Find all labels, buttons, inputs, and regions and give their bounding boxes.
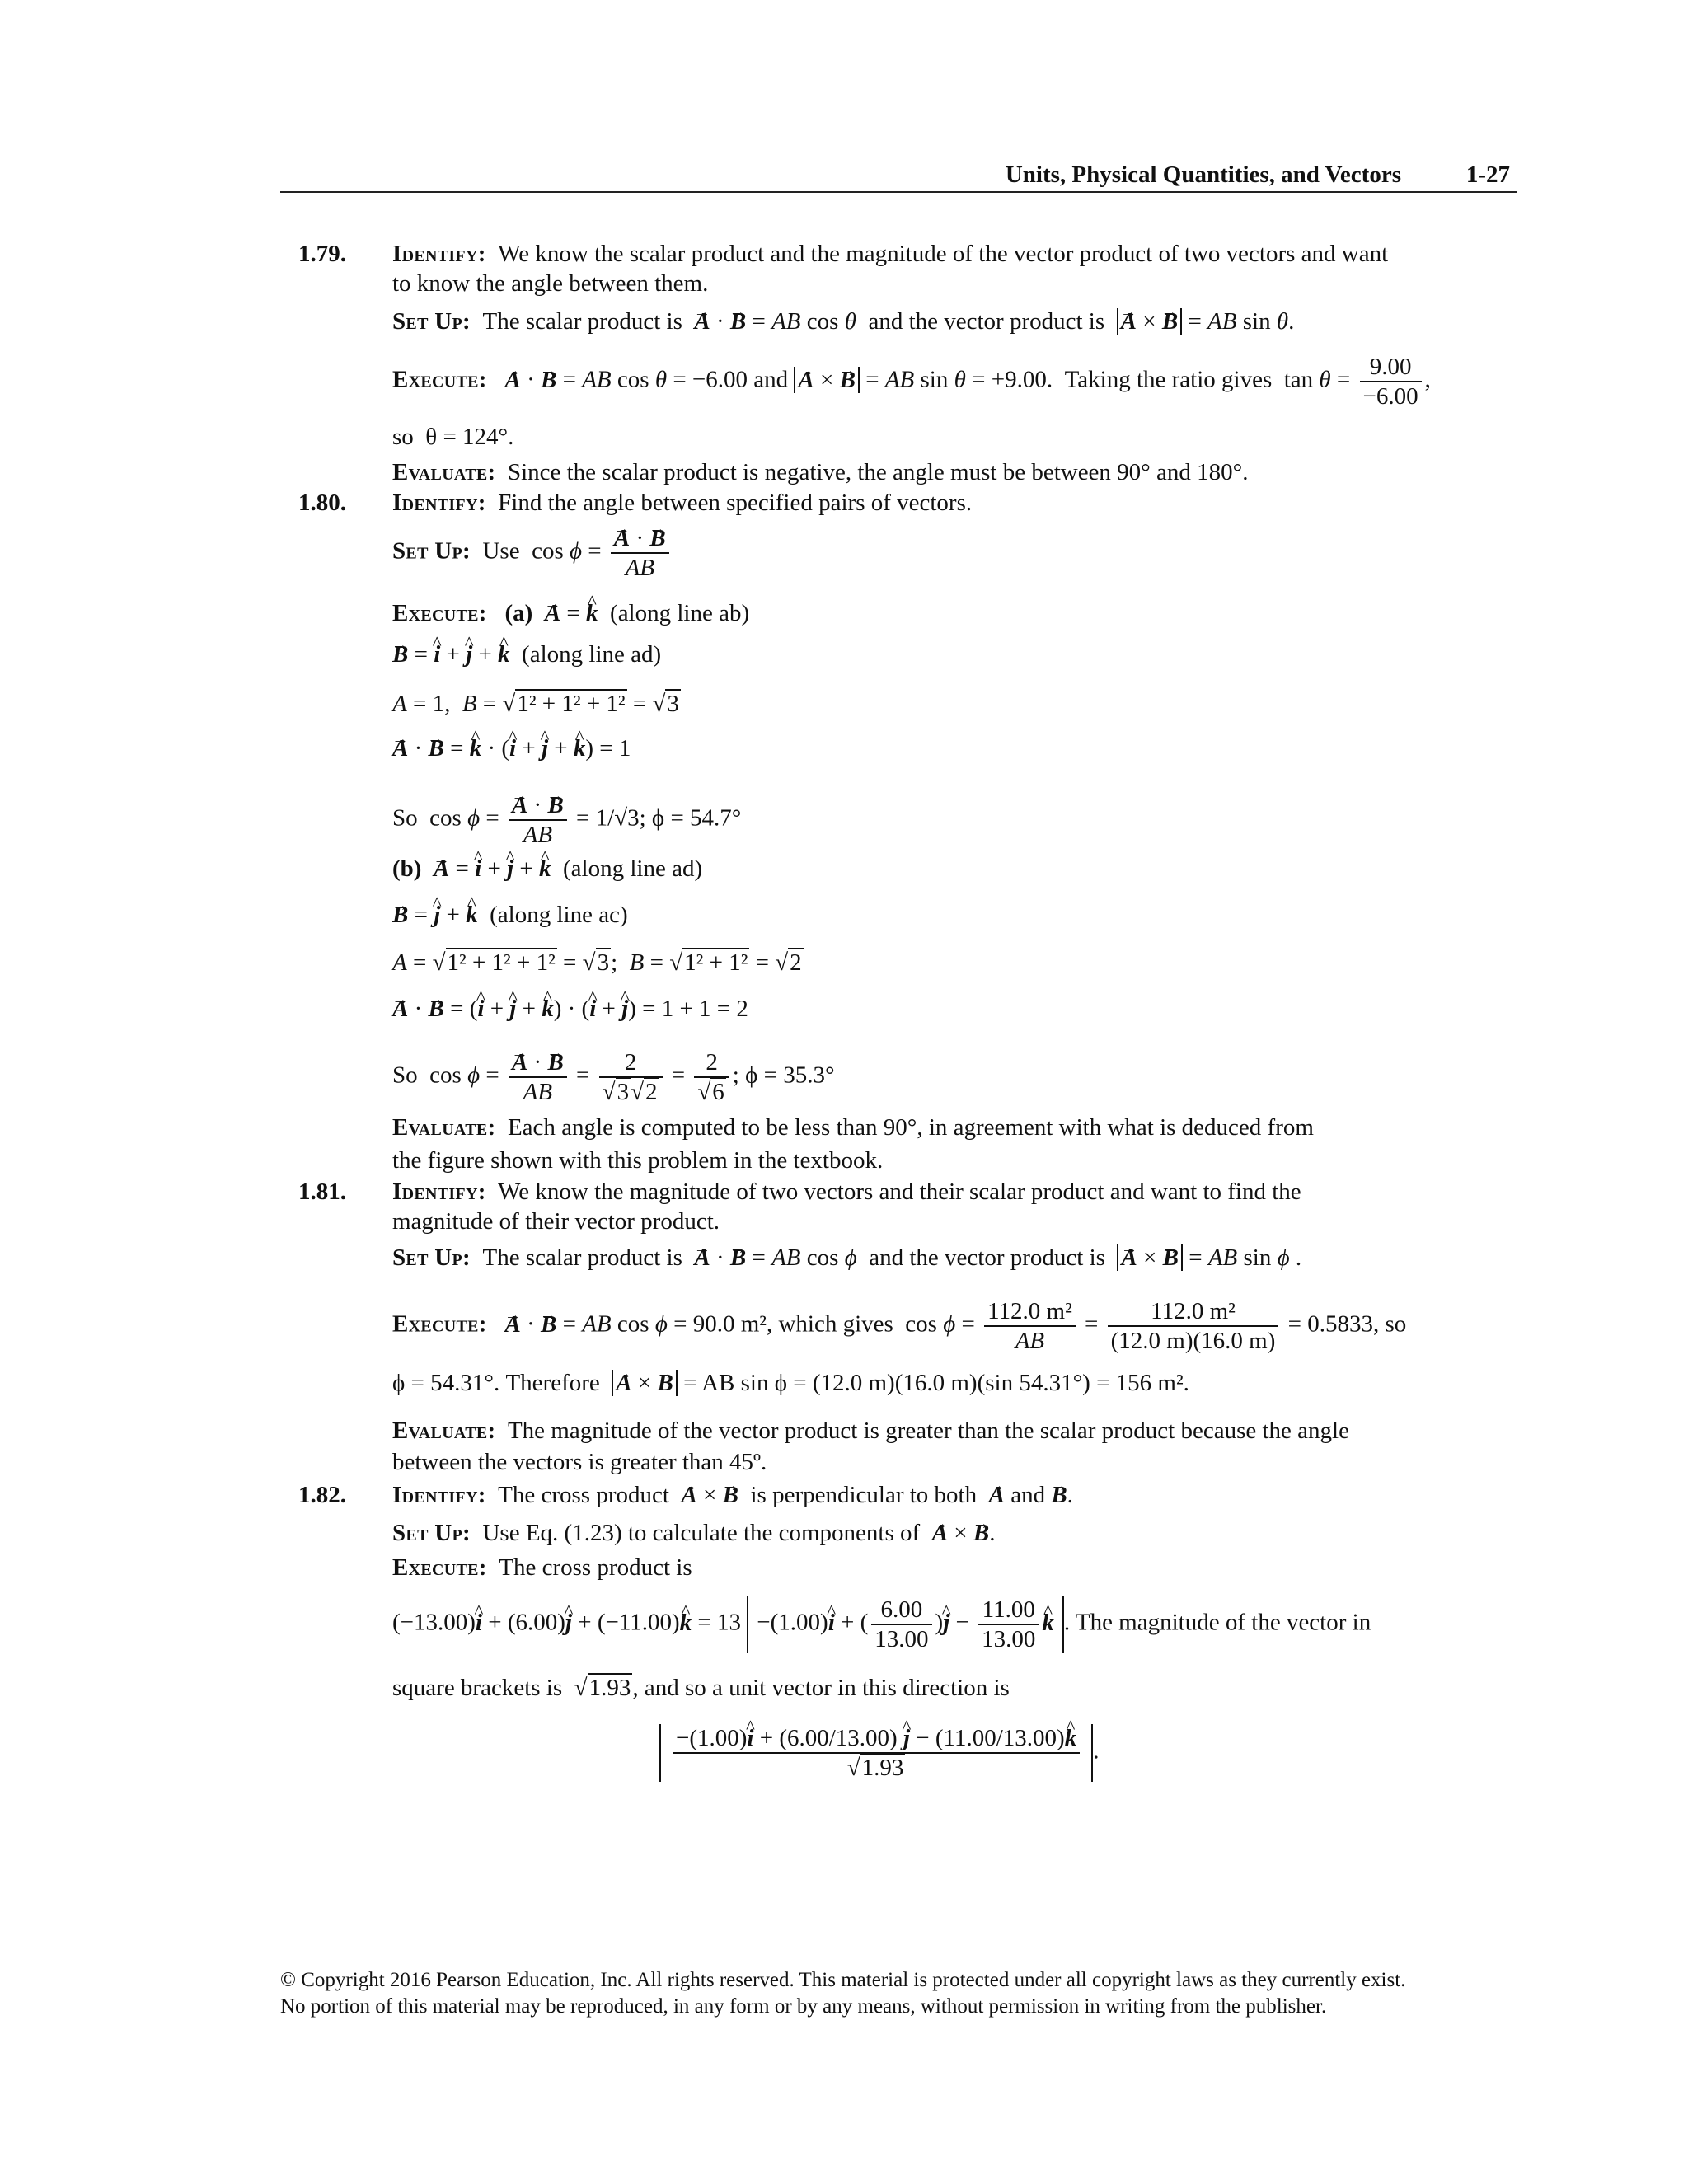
setup-text: Use Eq. (1.23) to calculate the components of [482,1520,921,1546]
result-text: ; ϕ = 35.3° [732,1062,835,1089]
evaluate-label: Evaluate: [392,1114,496,1141]
execute-line: Execute: → A · → B = AB cos θ = −6.00 and → A × → B = AB sin θ = +9.00. Taking the ratio gives tan θ = $\frac{9.00}{-6.00}$ , [392,353,1431,410]
identify-line [392,488,972,518]
equation-line: A = 1, B = √1² + 1² + 1² = √3 [392,691,679,717]
problem-number: 1.80. [298,490,346,516]
evaluate-text: Since the scalar product is negative, the angle must be between 90° and 180°. [507,459,1249,485]
ratio-fraction: $\frac{9.00}{-6.00}$ [1360,353,1422,410]
evaluate-line-2: between the vectors is greater than 45º. [392,1449,767,1475]
equation-line: → A · → B = ^ k · (^ i + ^ j + ^ k) = 1 [392,733,631,763]
identify-line-2: to know the angle between them. [392,270,709,297]
equation-line: So cos ϕ = → $\frac{A \cdot \to B}{AB}$ = $\frac{2}{√3√2}$ = $\frac{2}{√6}$ ; ϕ = 35.3° [392,1048,835,1106]
execute-text: Taking the ratio gives [1064,366,1273,393]
setup-text-2: and the vector product is [868,308,1105,335]
theta-value: θ = 124°. [425,424,514,450]
execute-text: = 90.0 m², which gives [673,1310,893,1338]
equation-line: A = √1² + 1² + 1² = √3; B = √1² + 1² = √2 [392,949,802,976]
identify-text: We know the scalar product and the magnitude of the vector product of two vectors and want [498,241,1389,267]
cross-product-line: (−13.00)^ i + (6.00)^ j + (−11.00)^ k = 13 −(1.00)^ i + ( $\frac{6.00}{13.00}$ )^ j − $\frac{11.00}{13.00}$ ^ k . The magnitude of the vector in [392,1596,1371,1653]
result-text: = 1/√3; ϕ = 54.7° [576,804,742,832]
evaluate-label: Evaluate: [392,1418,496,1444]
setup-line: Set Up: The scalar product is → A · → B = AB cos ϕ and the vector product is → A × → B = AB sin ϕ . [392,1243,1301,1272]
setup-text: Use [482,537,520,565]
evaluate-line [392,1416,1349,1446]
setup-line: Set Up: The scalar product is → A · → B = AB cos θ and the vector product is → A × → B = AB sin θ. [392,307,1294,336]
phi-result: = AB sin ϕ = (12.0 m)(16.0 m)(sin 54.31°) = 156 m². [683,1370,1189,1396]
setup-label: Set Up: [392,308,471,335]
identify-label: Identify: [392,1482,486,1508]
problem-number: 1.81. [298,1179,346,1205]
so-text: so [392,424,414,450]
identify-line-2: magnitude of their vector product. [392,1208,720,1235]
along-text: (along line ad) [563,855,703,882]
execute-line: Execute: → A · → B = AB cos ϕ = 90.0 m², which gives cos ϕ = $\frac{\text{112.0 m²}}{AB}$ = $\frac{\text{112.0 m²}}{(12.0 m)(16.0 m)}$ = 0.5833, so [392,1297,1406,1355]
execute-label: Execute: [392,1554,487,1581]
equation-line: → B = ^ j + ^ k (along line ac) [392,900,628,930]
identify-line [392,239,1388,269]
vector-b: → B [730,307,746,336]
execute-label: Execute: [392,600,487,626]
evaluate-line-2: the figure shown with this problem in the textbook. [392,1147,884,1174]
along-text: (along line ab) [610,600,750,626]
execute-text: The cross product is [499,1554,692,1581]
square-text: square brackets is [392,1675,563,1701]
copyright-line-2: No portion of this material may be reproduced, in any form or by any means, without permission in writing from the publisher. [280,1995,1327,2018]
setup-line: Set Up: Use Eq. (1.23) to calculate the components of → A × → B. [392,1518,995,1548]
cos-fraction: → $\frac{A \cdot \to B}{AB}$ [509,791,567,849]
identify-and: and [1010,1482,1046,1508]
evaluate-text: Each angle is computed to be less than 90°, in agreement with what is deduced from [507,1114,1314,1141]
evaluate-line [392,457,1249,487]
equation-line: → B = ^ i + ^ j + ^ k (along line ad) [392,640,661,669]
copyright-line-1: © Copyright 2016 Pearson Education, Inc. All rights reserved. This material is protected under all copyright laws as they currently exist. [280,1969,1406,1991]
setup-line: Set Up: Use cos ϕ = → $\frac{A \cdot \to B}{AB}$ [392,524,673,582]
chapter-title: Units, Physical Quantities, and Vectors [1005,162,1401,188]
setup-label: Set Up: [392,1520,471,1546]
bracket-expression: −(1.00)^ i + ( $\frac{6.00}{13.00}$ )^ j − $\frac{11.00}{13.00}$ ^ k [747,1596,1064,1653]
equation-line: So cos ϕ = → $\frac{A \cdot \to B}{AB}$ = 1/√3; ϕ = 54.7° [392,791,741,849]
identify-text-2: is perpendicular to both [750,1482,978,1508]
identify-text: We know the magnitude of two vectors and their scalar product and want to find the [498,1179,1301,1205]
execute-label: Execute: [392,366,487,393]
equation-line: ϕ = 54.31°. Therefore → A × → B = AB sin ϕ = (12.0 m)(16.0 m)(sin 54.31°) = 156 m². [392,1368,1189,1398]
identify-text: Find the angle between specified pairs of vectors. [498,490,973,516]
identify-text: The cross product [498,1482,669,1508]
setup-label: Set Up: [392,1244,471,1271]
setup-text: The scalar product is [482,308,682,335]
evaluate-label: Evaluate: [392,459,496,485]
setup-label: Set Up: [392,537,471,565]
problem-number: 1.82. [298,1482,346,1508]
so-line [392,422,513,452]
identify-label: Identify: [392,1179,486,1205]
execute-line: Execute: (a) → A = ^ k (along line ab) [392,598,749,628]
magnitude-text: . The magnitude of the vector in [1063,1609,1372,1636]
page-header [280,158,1517,193]
evaluate-line [392,1113,1314,1142]
execute-label: Execute: [392,1310,487,1338]
part-label: (b) [392,855,422,882]
problem-number: 1.79. [298,241,346,267]
execute-line [392,1553,692,1582]
page-number: 1-27 [1465,162,1510,188]
identify-label: Identify: [392,241,486,267]
unit-text: , and so a unit vector in this direction is [632,1675,1010,1701]
so-text: So [392,804,418,832]
setup-text-2: and the vector product is [869,1244,1105,1271]
setup-text: The scalar product is [482,1244,682,1271]
unit-vector-expression: $\frac{-(1.00)\^{} i + (6.00/13.00) \^{} j - (11.00/13.00)\^{} k}{√1.93}$ . [659,1724,1099,1782]
part-label: (a) [504,600,533,626]
cos-fraction: → $\frac{A \cdot \to B}{AB}$ [611,524,669,582]
so-text: So [392,1062,418,1089]
equation-line: → A · → B = (^ i + ^ j + ^ k) · (^ i + ^ j) = 1 + 1 = 2 [392,994,748,1024]
identify-line [392,1177,1301,1207]
evaluate-text: The magnitude of the vector product is greater than the scalar product because the angle [507,1418,1349,1444]
along-text: (along line ac) [490,902,628,928]
identify-label: Identify: [392,490,486,516]
identify-line: Identify: The cross product → A × → B is perpendicular to both → A and → B. [392,1480,1073,1510]
vector-a: → A [694,307,710,336]
equation-line: (b) → A = ^ i + ^ j + ^ k (along line ad) [392,854,702,883]
along-text: (along line ad) [522,641,662,668]
square-bracket-line: square brackets is √1.93, and so a unit vector in this direction is [392,1675,1010,1701]
result-text: = 0.5833, so [1287,1310,1407,1338]
phi-text: ϕ = 54.31°. Therefore [392,1370,600,1396]
